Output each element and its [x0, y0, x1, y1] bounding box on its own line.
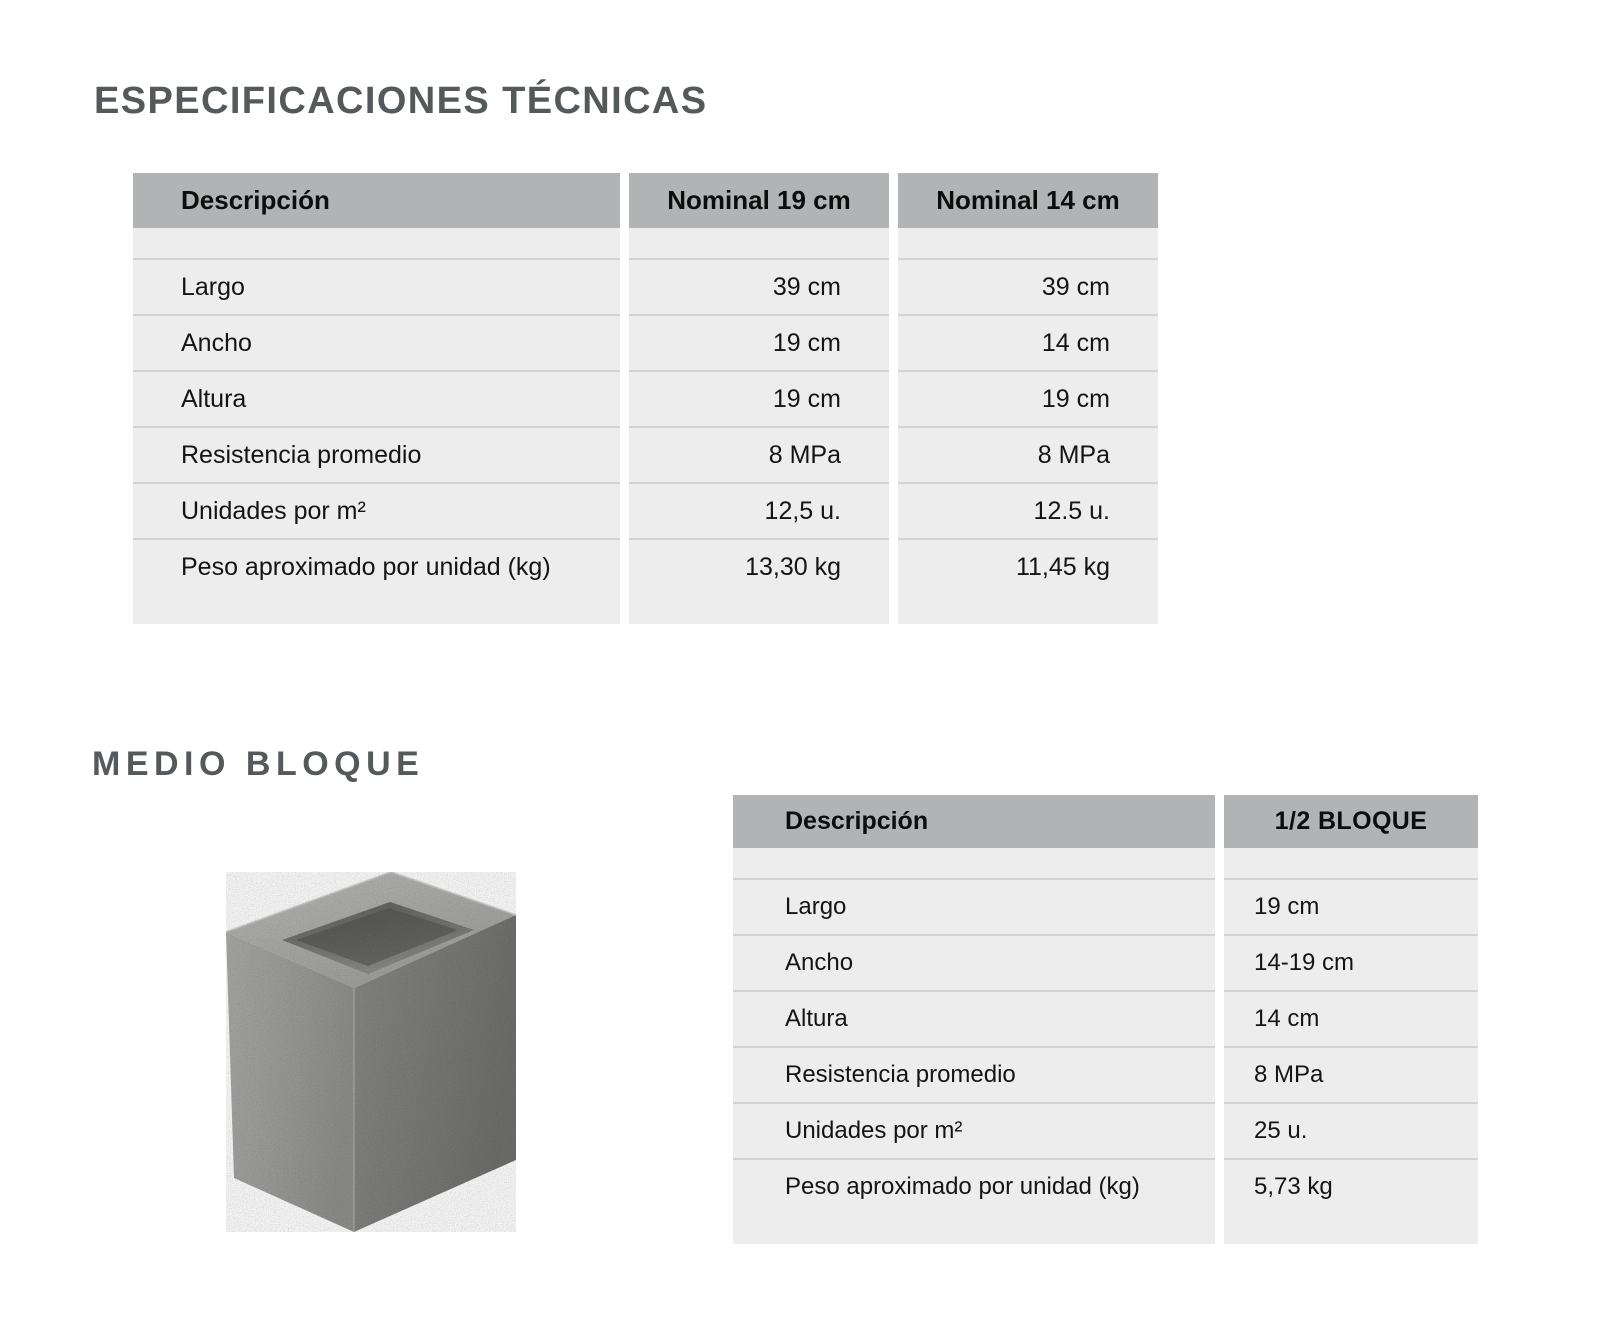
column-header-nominal-19: Nominal 19 cm [629, 173, 889, 228]
column-gap [1215, 1158, 1224, 1214]
row-label: Unidades por m² [733, 1102, 1215, 1158]
row-value-medio-bloque: 14 cm [1224, 990, 1478, 1046]
row-value-medio-bloque: 19 cm [1224, 878, 1478, 934]
spacer-cell [133, 228, 620, 258]
row-label: Peso aproximado por unidad (kg) [133, 538, 620, 594]
row-value-nominal-14: 8 MPa [898, 426, 1158, 482]
column-header-descripcion: Descripción [733, 795, 1215, 848]
spacer-cell [1224, 848, 1478, 878]
row-value-nominal-19: 8 MPa [629, 426, 889, 482]
row-value-nominal-14: 12.5 u. [898, 482, 1158, 538]
row-label: Resistencia promedio [133, 426, 620, 482]
row-label: Ancho [733, 934, 1215, 990]
table-row [133, 426, 1158, 482]
table-row [133, 538, 1158, 594]
row-value-nominal-19: 39 cm [629, 258, 889, 314]
block-body [226, 872, 516, 1232]
row-label: Largo [133, 258, 620, 314]
column-gap [620, 258, 629, 314]
row-value-nominal-19: 13,30 kg [629, 538, 889, 594]
row-value-nominal-14: 39 cm [898, 258, 1158, 314]
table-row [733, 1158, 1478, 1214]
table-row [733, 878, 1478, 934]
column-gap [1215, 990, 1224, 1046]
table-header-row [133, 173, 1158, 228]
concrete-half-block-photo [186, 860, 526, 1240]
row-value-nominal-19: 12,5 u. [629, 482, 889, 538]
column-gap [889, 594, 898, 624]
column-gap [620, 482, 629, 538]
column-gap [1215, 1046, 1224, 1102]
column-gap [620, 314, 629, 370]
row-label: Altura [733, 990, 1215, 1046]
column-gap [1215, 934, 1224, 990]
row-value-medio-bloque: 14-19 cm [1224, 934, 1478, 990]
spacer-cell [629, 594, 889, 624]
row-label: Altura [133, 370, 620, 426]
table-bottom-spacer-row [733, 1214, 1478, 1244]
column-gap [1215, 795, 1224, 848]
row-value-medio-bloque: 25 u. [1224, 1102, 1478, 1158]
page-title-medio-bloque: MEDIO BLOQUE [92, 745, 425, 783]
column-gap [889, 426, 898, 482]
column-gap [1215, 878, 1224, 934]
row-value-nominal-14: 14 cm [898, 314, 1158, 370]
page-title-technical-specifications: ESPECIFICACIONES TÉCNICAS [94, 80, 708, 122]
table-row [733, 934, 1478, 990]
column-gap [620, 426, 629, 482]
column-gap [889, 370, 898, 426]
column-gap [889, 228, 898, 258]
row-label: Largo [733, 878, 1215, 934]
concrete-block-graphic [186, 860, 526, 1240]
half-block-specifications-table [733, 795, 1478, 1244]
row-value-medio-bloque: 5,73 kg [1224, 1158, 1478, 1214]
table-row [133, 314, 1158, 370]
technical-specifications-table [133, 173, 1158, 624]
column-gap [889, 538, 898, 594]
column-gap [1215, 1102, 1224, 1158]
row-value-nominal-14: 11,45 kg [898, 538, 1158, 594]
table-header-row [733, 795, 1478, 848]
table-row [133, 370, 1158, 426]
table-row [733, 990, 1478, 1046]
column-header-descripcion: Descripción [133, 173, 620, 228]
column-gap [620, 594, 629, 624]
column-gap [620, 173, 629, 228]
column-gap [1215, 848, 1224, 878]
table-row [733, 1046, 1478, 1102]
column-gap [620, 538, 629, 594]
spacer-cell [733, 848, 1215, 878]
spacer-cell [898, 594, 1158, 624]
column-header-nominal-14: Nominal 14 cm [898, 173, 1158, 228]
row-label: Peso aproximado por unidad (kg) [733, 1158, 1215, 1214]
row-value-medio-bloque: 8 MPa [1224, 1046, 1478, 1102]
column-gap [889, 258, 898, 314]
table-row [133, 482, 1158, 538]
spacer-cell [629, 228, 889, 258]
spacer-cell [1224, 1214, 1478, 1244]
table-bottom-spacer-row [133, 594, 1158, 624]
table-row [733, 1102, 1478, 1158]
table-top-spacer-row [133, 228, 1158, 258]
column-gap [889, 314, 898, 370]
column-gap [889, 482, 898, 538]
row-label: Resistencia promedio [733, 1046, 1215, 1102]
column-header-medio-bloque: 1/2 BLOQUE [1224, 795, 1478, 848]
spacer-cell [133, 594, 620, 624]
column-gap [620, 370, 629, 426]
column-gap [889, 173, 898, 228]
row-label: Ancho [133, 314, 620, 370]
row-label: Unidades por m² [133, 482, 620, 538]
row-value-nominal-14: 19 cm [898, 370, 1158, 426]
column-gap [1215, 1214, 1224, 1244]
spacer-cell [733, 1214, 1215, 1244]
row-value-nominal-19: 19 cm [629, 314, 889, 370]
table-top-spacer-row [733, 848, 1478, 878]
column-gap [620, 228, 629, 258]
row-value-nominal-19: 19 cm [629, 370, 889, 426]
table-row [133, 258, 1158, 314]
spacer-cell [898, 228, 1158, 258]
